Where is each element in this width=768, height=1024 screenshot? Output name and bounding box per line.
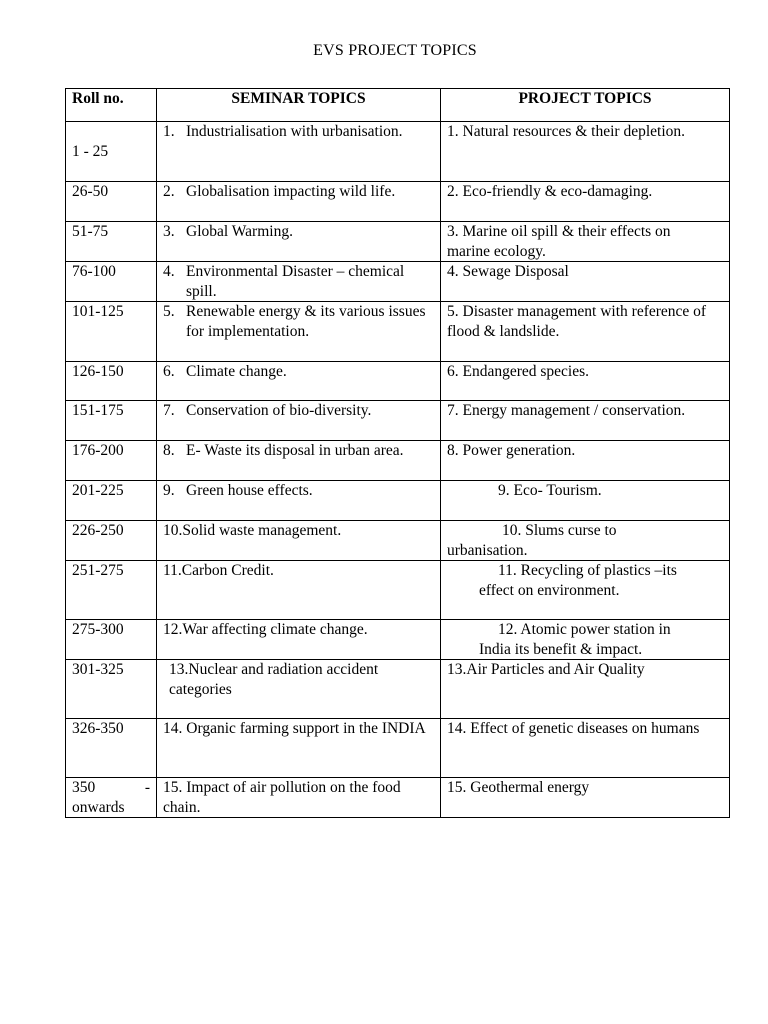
roll-dash: - xyxy=(144,779,150,796)
table-row xyxy=(66,122,730,182)
project-cell: 13.Air Particles and Air Quality xyxy=(441,660,730,719)
seminar-text: Climate change. xyxy=(186,363,287,380)
table-row xyxy=(66,620,730,660)
seminar-cell xyxy=(157,302,441,362)
roll-cell: 326-350 xyxy=(66,719,157,778)
roll-cell: 275-300 xyxy=(66,620,157,660)
header-roll-no: Roll no. xyxy=(66,89,157,122)
seminar-cell xyxy=(157,481,441,521)
seminar-cell xyxy=(157,182,441,222)
table-row xyxy=(66,222,730,262)
seminar-text: Green house effects. xyxy=(186,482,313,499)
seminar-cell: 14. Organic farming support in the INDIA xyxy=(157,719,441,778)
seminar-cell: 10.Solid waste management. xyxy=(157,521,441,561)
seminar-cell: 11.Carbon Credit. xyxy=(157,561,441,620)
project-text-line: 10. Slums curse to xyxy=(502,522,617,539)
table-row xyxy=(66,660,730,719)
seminar-text: Renewable energy & its various issues for implementation. xyxy=(186,303,426,340)
table-row xyxy=(66,778,730,818)
document-title: EVS PROJECT TOPICS xyxy=(313,42,477,59)
project-cell xyxy=(441,521,730,561)
topics-table xyxy=(65,88,730,818)
roll-cell: 151-175 xyxy=(66,401,157,441)
seminar-text: Environmental Disaster – chemical spill. xyxy=(186,263,405,300)
project-cell: 5. Disaster management with reference of flood & landslide. xyxy=(441,302,730,362)
project-cell: 3. Marine oil spill & their effects on marine ecology. xyxy=(441,222,730,262)
roll-cell: 301-325 xyxy=(66,660,157,719)
seminar-cell xyxy=(157,660,441,719)
project-text-line: 12. Atomic power station in xyxy=(498,621,671,638)
project-cell: 7. Energy management / conservation. xyxy=(441,401,730,441)
project-cell: 15. Geothermal energy xyxy=(441,778,730,818)
seminar-number: 5. xyxy=(163,303,175,320)
project-cell: 9. Eco- Tourism. xyxy=(441,481,730,521)
table-row xyxy=(66,182,730,222)
header-seminar-topics: SEMINAR TOPICS xyxy=(157,89,441,122)
roll-cell: 251-275 xyxy=(66,561,157,620)
seminar-number: 4. xyxy=(163,263,175,280)
roll-cell: 226-250 xyxy=(66,521,157,561)
project-cell xyxy=(441,620,730,660)
table-row xyxy=(66,521,730,561)
seminar-cell xyxy=(157,262,441,302)
seminar-number: 9. xyxy=(163,482,175,499)
seminar-cell: 12.War affecting climate change. xyxy=(157,620,441,660)
seminar-number: 8. xyxy=(163,442,175,459)
table-row xyxy=(66,262,730,302)
project-text-line: 11. Recycling of plastics –its xyxy=(498,562,677,579)
table-row xyxy=(66,561,730,620)
project-text-line: urbanisation. xyxy=(447,541,528,559)
roll-start: 350 xyxy=(72,779,96,796)
roll-cell xyxy=(66,778,157,818)
project-cell: 8. Power generation. xyxy=(441,441,730,481)
roll-cell: 26-50 xyxy=(66,182,157,222)
seminar-cell xyxy=(157,122,441,182)
seminar-text: Globalisation impacting wild life. xyxy=(186,183,396,200)
seminar-text: E- Waste its disposal in urban area. xyxy=(186,442,404,459)
project-cell: 14. Effect of genetic diseases on humans xyxy=(441,719,730,778)
seminar-cell: 15. Impact of air pollution on the food chain. xyxy=(157,778,441,818)
seminar-cell xyxy=(157,401,441,441)
seminar-cell xyxy=(157,362,441,401)
seminar-number: 6. xyxy=(163,363,175,380)
project-text-line: effect on environment. xyxy=(479,581,620,599)
table-row xyxy=(66,362,730,401)
roll-cell: 51-75 xyxy=(66,222,157,262)
seminar-text: 13.Nuclear and radiation accident categories xyxy=(169,661,379,698)
seminar-cell xyxy=(157,441,441,481)
seminar-text: Global Warming. xyxy=(186,223,293,240)
seminar-text: Conservation of bio-diversity. xyxy=(186,402,372,419)
table-row xyxy=(66,481,730,521)
table-row xyxy=(66,441,730,481)
seminar-number: 2. xyxy=(163,183,175,200)
project-cell: 1. Natural resources & their depletion. xyxy=(441,122,730,182)
seminar-number: 7. xyxy=(163,402,175,419)
project-cell: 2. Eco-friendly & eco-damaging. xyxy=(441,182,730,222)
seminar-number: 1. xyxy=(163,123,175,140)
project-cell: 4. Sewage Disposal xyxy=(441,262,730,302)
seminar-number: 3. xyxy=(163,223,175,240)
seminar-cell xyxy=(157,222,441,262)
roll-cell: 1 - 25 xyxy=(66,122,157,182)
project-cell: 6. Endangered species. xyxy=(441,362,730,401)
roll-cell: 176-200 xyxy=(66,441,157,481)
seminar-text: Industrialisation with urbanisation. xyxy=(186,123,403,140)
table-header-row xyxy=(66,89,730,122)
table-row xyxy=(66,302,730,362)
project-cell xyxy=(441,561,730,620)
roll-onwards: onwards xyxy=(72,798,125,816)
roll-cell: 76-100 xyxy=(66,262,157,302)
table-row xyxy=(66,401,730,441)
project-text-line: India its benefit & impact. xyxy=(479,640,643,658)
header-project-topics: PROJECT TOPICS xyxy=(441,89,730,122)
roll-cell: 126-150 xyxy=(66,362,157,401)
table-row xyxy=(66,719,730,778)
roll-cell: 101-125 xyxy=(66,302,157,362)
roll-cell: 201-225 xyxy=(66,481,157,521)
